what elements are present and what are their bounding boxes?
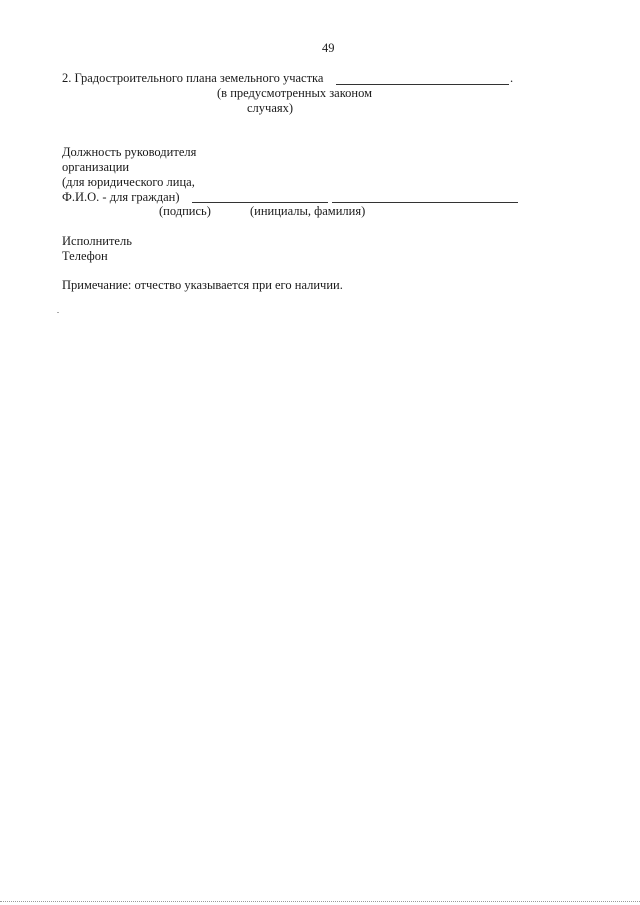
name-caption: (инициалы, фамилия)	[250, 204, 366, 218]
signatory-block	[62, 145, 196, 205]
signatory-line-3: (для юридического лица,	[62, 175, 195, 189]
page-number: 49	[322, 41, 335, 55]
item2-text: 2. Градостроительного плана земельного участка	[62, 71, 324, 85]
stray-mark: .	[57, 306, 59, 315]
signature-caption: (подпись)	[159, 204, 211, 218]
signature-line	[192, 202, 328, 203]
phone-label: Телефон	[62, 249, 108, 263]
executor-label: Исполнитель	[62, 234, 132, 248]
item2-blank-line	[336, 84, 509, 85]
item2-note-line1: (в предусмотренных законом	[217, 86, 373, 100]
remark-text: Примечание: отчество указывается при его наличии.	[62, 278, 343, 292]
name-line	[332, 202, 518, 203]
item2-trailing-period: .	[510, 71, 514, 85]
item2-note-line2: случаях)	[247, 101, 294, 115]
signatory-line-1: Должность руководителя	[62, 145, 197, 159]
page-bottom-edge	[0, 901, 640, 902]
signatory-line-2: организации	[62, 160, 130, 174]
signatory-line-4: Ф.И.О. - для граждан)	[62, 190, 180, 204]
